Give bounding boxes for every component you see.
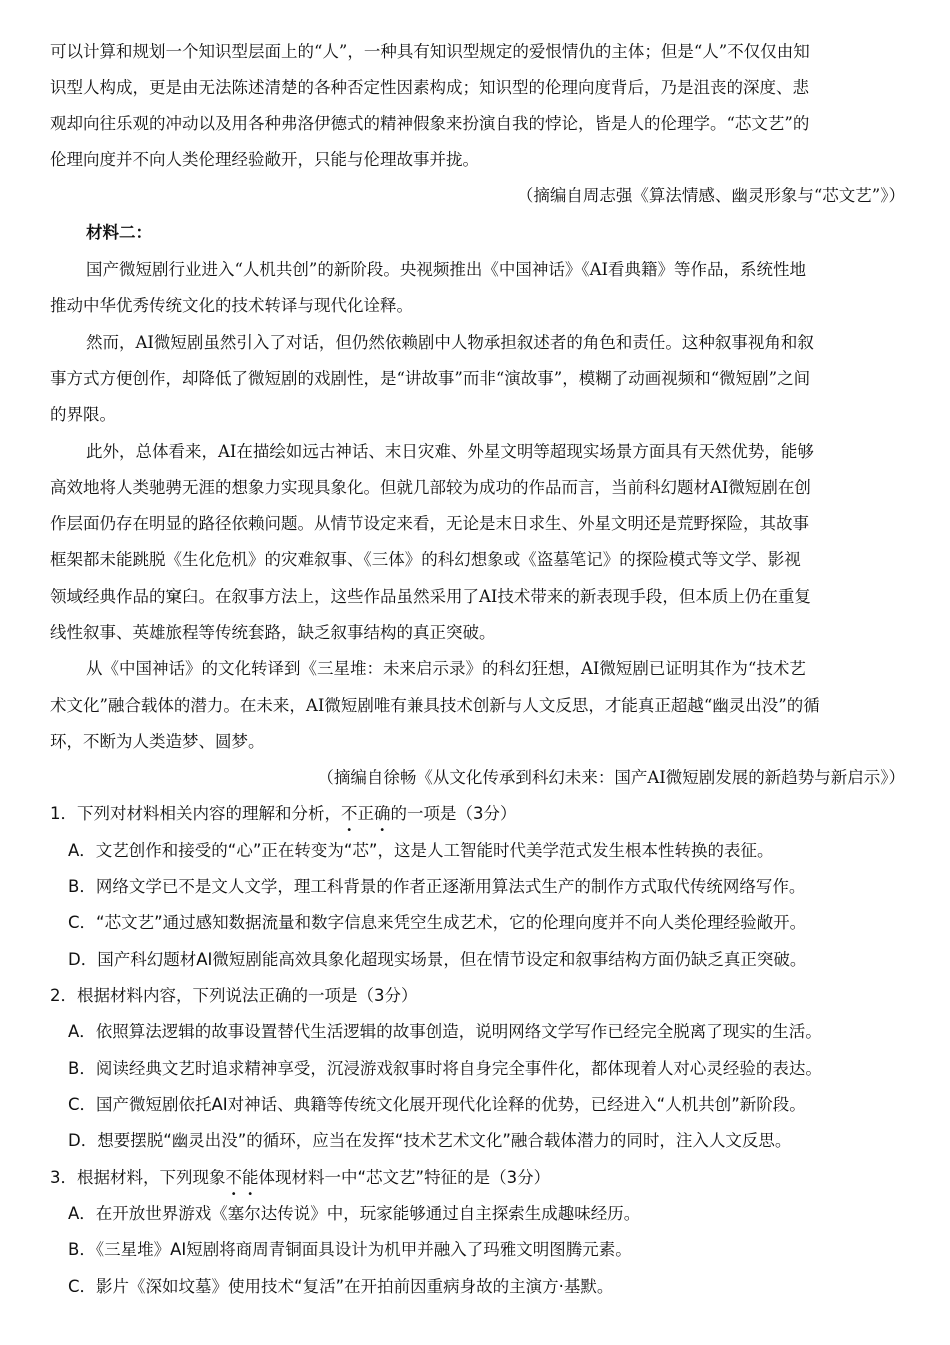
- question-2-option-c: C．国产微短剧依托AI对神话、典籍等传统文化展开现代化诠释的优势，已经进入“人机共创”新阶段。: [68, 1095, 806, 1114]
- emphasis-char: 不: [225, 1168, 242, 1187]
- material1-line: 伦理向度并不向人类伦理经验敞开，只能与伦理故事并拢。: [50, 150, 479, 169]
- material2-line: 的界限。: [50, 405, 116, 424]
- material2-line: 然而，AI微短剧虽然引入了对话，但仍然依赖剧中人物承担叙述者的角色和责任。这种叙事视角和叙: [86, 333, 814, 352]
- stem-text: 的一项是（3分）: [390, 804, 517, 823]
- emphasis-char: 确: [374, 804, 391, 823]
- material2-line: 从《中国神话》的文化转译到《三星堆：未来启示录》的科幻狂想，AI微短剧已证明其作为“技术艺: [86, 659, 806, 678]
- material2-line: 高效地将人类驰骋无涯的想象力实现具象化。但就几部较为成功的作品而言，当前科幻题材AI微短剧在创: [50, 478, 811, 497]
- question-2-option-d: D．想要摆脱“幽灵出没”的循环，应当在发挥“技术艺术文化”融合载体潜力的同时，注入人文反思。: [68, 1131, 792, 1150]
- material2-line: 推动中华优秀传统文化的技术转译与现代化诠释。: [50, 296, 413, 315]
- material2-line: 术文化”融合载体的潜力。在未来，AI微短剧唯有兼具技术创新与人文反思，才能真正超越“幽灵出没”的循: [50, 696, 820, 715]
- question-1-option-b: B．网络文学已不是文人文学，理工科背景的作者正逐渐用算法式生产的制作方式取代传统网络写作。: [68, 877, 806, 896]
- material1-line: 识型人构成，更是由无法陈述清楚的各种否定性因素构成；知识型的伦理向度背后，乃是沮丧的深度、悲: [50, 78, 809, 97]
- material2-line: 事方式方便创作，却降低了微短剧的戏剧性，是“讲故事”而非“演故事”，模糊了动画视频和“微短剧”之间: [50, 369, 811, 388]
- question-2-option-a: A．依照算法逻辑的故事设置替代生活逻辑的故事创造，说明网络文学写作已经完全脱离了现实的生活。: [68, 1022, 822, 1041]
- emphasis-char: 不: [341, 804, 358, 823]
- question-1-option-d: D．国产科幻题材AI微短剧能高效具象化超现实场景，但在情节设定和叙事结构方面仍缺乏真正突破。: [68, 950, 807, 969]
- question-2-stem: 2．根据材料内容，下列说法正确的一项是（3分）: [50, 986, 418, 1005]
- stem-text: 体现材料一中“芯文艺”特征的是（3分）: [258, 1168, 551, 1187]
- material2-line: 框架都未能跳脱《生化危机》的灾难叙事、《三体》的科幻想象或《盗墓笔记》的探险模式等文学、影视: [50, 550, 801, 569]
- material1-line: 观却向往乐观的冲动以及用各种弗洛伊德式的精神假象来扮演自我的悖论，皆是人的伦理学。“芯文艺”的: [50, 114, 810, 133]
- question-1-option-a: A．文艺创作和接受的“心”正在转变为“芯”，这是人工智能时代美学范式发生根本性转换的表征。: [68, 841, 774, 860]
- stem-text: 3．根据材料，下列现象: [50, 1168, 226, 1187]
- material2-line: 环，不断为人类造梦、圆梦。: [50, 732, 265, 751]
- material2-line: 领域经典作品的窠臼。在叙事方法上，这些作品虽然采用了AI技术带来的新表现手段，但本质上仍在重复: [50, 587, 811, 606]
- question-3-option-b: B．《三星堆》AI短剧将商周青铜面具设计为机甲并融入了玛雅文明图腾元素。: [68, 1240, 632, 1259]
- question-3-option-a: A．在开放世界游戏《塞尔达传说》中，玩家能够通过自主探索生成趣味经历。: [68, 1204, 641, 1223]
- material2-heading: 材料二：: [86, 223, 152, 242]
- material2-line: 线性叙事、英雄旅程等传统套路，缺乏叙事结构的真正突破。: [50, 623, 496, 642]
- question-2-option-b: B．阅读经典文艺时追求精神享受，沉浸游戏叙事时将自身完全事件化，都体现着人对心灵经验的表达。: [68, 1059, 822, 1078]
- material1-source: （摘编自周志强《算法情感、幽灵形象与“芯文艺”》）: [516, 186, 905, 205]
- question-3-option-c: C．影片《深如坟墓》使用技术“复活”在开拍前因重病身故的主演方·基默。: [68, 1277, 614, 1296]
- material1-line: 可以计算和规划一个知识型层面上的“人”，一种具有知识型规定的爱恨情仇的主体；但是“人”不仅仅由知: [50, 42, 810, 61]
- material2-line: 此外，总体看来，AI在描绘如远古神话、末日灾难、外星文明等超现实场景方面具有天然优势，能够: [86, 442, 814, 461]
- question-1-option-c: C．“芯文艺”通过感知数据流量和数字信息来凭空生成艺术，它的伦理向度并不向人类伦理经验敞开。: [68, 913, 807, 932]
- emphasis-char: 能: [242, 1168, 259, 1187]
- question-3-stem: [50, 1166, 550, 1190]
- material2-line: 作层面仍存在明显的路径依赖问题。从情节设定来看，无论是末日求生、外星文明还是荒野探险，其故事: [50, 514, 809, 533]
- question-1-stem: [50, 802, 517, 826]
- stem-text: 正: [357, 804, 374, 823]
- material2-source: （摘编自徐畅《从文化传承到科幻未来：国产AI微短剧发展的新趋势与新启示》）: [317, 768, 905, 787]
- material2-line: 国产微短剧行业进入“人机共创”的新阶段。央视频推出《中国神话》《AI看典籍》等作品，系统性地: [86, 260, 807, 279]
- stem-text: 1．下列对材料相关内容的理解和分析，: [50, 804, 341, 823]
